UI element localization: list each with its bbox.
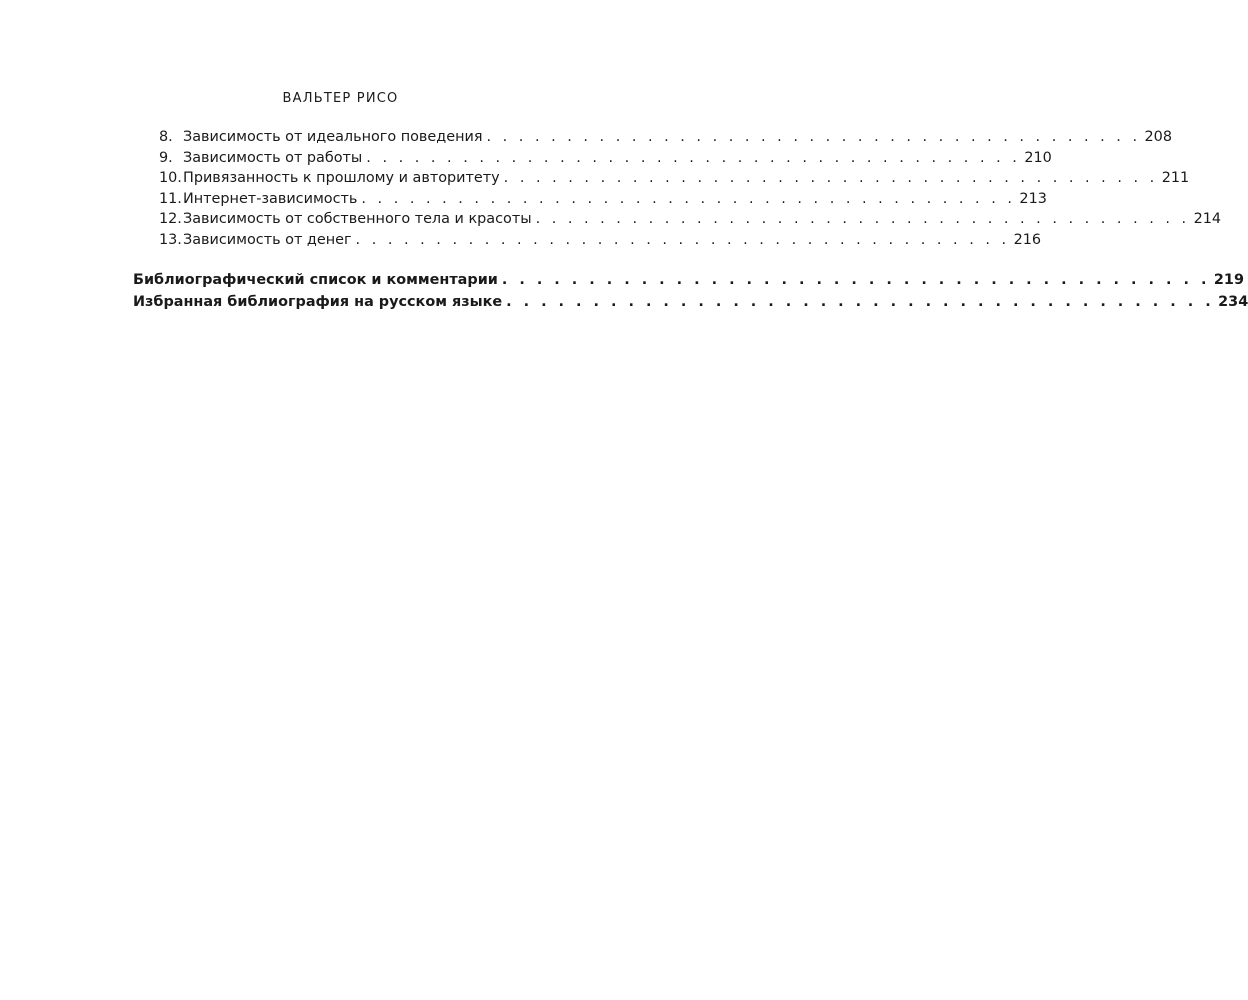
toc-dot-leader: . . . . . . . . . . . . . . . . . . . . . . . . . . . . . . . . . . . . . . . . . [486, 129, 1141, 145]
toc-entry-page: 216 [1013, 231, 1042, 248]
toc-entry-number: 8. [159, 129, 173, 145]
toc-entry-page: 208 [1144, 129, 1172, 145]
toc-dot-leader: . . . . . . . . . . . . . . . . . . . . . . . . . . . . . . . . . . . . . . . . . [506, 294, 1215, 310]
toc-section-title: Избранная библиография на русском языке [133, 294, 503, 310]
toc-entry-page: 213 [1019, 190, 1047, 207]
toc-entry[interactable] [133, 230, 1042, 251]
toc-dot-leader: . . . . . . . . . . . . . . . . . . . . . . . . . . . . . . . . . . . . . . . . . [501, 272, 1210, 288]
toc-section-page: 234 [1218, 294, 1248, 310]
toc-entry-title: Зависимость от идеального поведения [183, 129, 483, 145]
toc-entry[interactable] [133, 168, 1190, 189]
toc-section-page: 219 [1213, 272, 1244, 288]
toc-entry-number: 12. [159, 211, 182, 228]
toc-dot-leader: . . . . . . . . . . . . . . . . . . . . . . . . . . . . . . . . . . . . . . . . . [355, 231, 1010, 248]
running-head: ВАЛЬТЕР РИСО [282, 91, 399, 106]
toc-entry-title: Зависимость от работы [183, 149, 363, 166]
toc-dot-leader: . . . . . . . . . . . . . . . . . . . . . . . . . . . . . . . . . . . . . . . . . [361, 190, 1016, 207]
toc-entry[interactable] [133, 189, 1047, 210]
toc-entry-page: 214 [1193, 211, 1222, 228]
toc-section-entry[interactable] [133, 269, 1244, 291]
toc-dot-leader: . . . . . . . . . . . . . . . . . . . . . . . . . . . . . . . . . . . . . . . . . [503, 170, 1158, 187]
toc-entry-page: 211 [1161, 170, 1190, 187]
toc-entry-title: Зависимость от собственного тела и красоты [183, 211, 532, 228]
toc-section-title: Библиографический список и комментарии [133, 272, 498, 288]
toc-entry[interactable] [133, 209, 1222, 230]
toc-entry-number: 11. [159, 190, 182, 207]
toc-entry-title: Зависимость от денег [183, 231, 352, 248]
toc-entry[interactable] [133, 127, 1172, 148]
toc-entry-number: 9. [159, 149, 173, 166]
toc-section-entry[interactable] [133, 291, 1248, 313]
toc-entry-title: Привязанность к прошлому и авторитету [183, 170, 500, 187]
toc-chapter-list [133, 127, 1222, 251]
toc-dot-leader: . . . . . . . . . . . . . . . . . . . . . . . . . . . . . . . . . . . . . . . . . [366, 149, 1021, 166]
toc-entry[interactable] [133, 148, 1052, 169]
toc-section-list [133, 269, 1248, 313]
toc-entry-title: Интернет-зависимость [183, 190, 358, 207]
toc-entry-number: 13. [159, 231, 182, 248]
toc-dot-leader: . . . . . . . . . . . . . . . . . . . . . . . . . . . . . . . . . . . . . . . . . [535, 211, 1190, 228]
toc-entry-page: 210 [1024, 149, 1052, 166]
toc-entry-number: 10. [159, 170, 182, 187]
